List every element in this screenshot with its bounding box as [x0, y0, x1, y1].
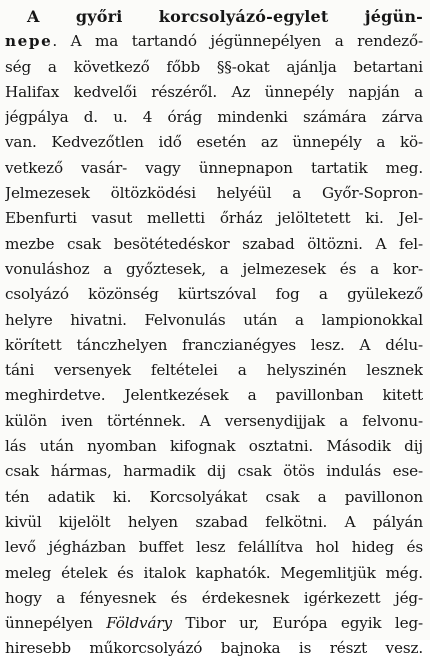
article-line-11: csolyázó közönség kürtszóval fog a gyülekező — [5, 285, 423, 304]
article-text: . A ma tartandó jégünnepélyen a rendező- — [52, 32, 423, 51]
article-line-2: ség a következő főbb §§-okat ajánlja betartani — [5, 57, 423, 76]
article-line-16: külön iven történnek. A versenydijjak a felvonu- — [5, 411, 423, 430]
article-line-15: meghirdetve. Jelentkezések a pavillonban kitett — [5, 386, 423, 405]
article-line-22: meleg ételek és italok kaphatók. Megemlitjük még. — [5, 563, 423, 582]
article-line-20: kivül kijelölt helyen szabad felkötni. A pályán — [5, 512, 423, 531]
article-line-10: vonuláshoz a győztesek, a jelmezesek és a kor- — [5, 259, 423, 278]
article-line-6: vetkező vasár- vagy ünnepnapon tartatik meg. — [5, 158, 423, 177]
article-line-12: helyre hivatni. Felvonulás után a lampionokkal — [5, 310, 423, 329]
person-name: Földváry — [106, 614, 172, 633]
article-line-17: lás után nyomban kifognak osztatni. Második dij — [5, 437, 423, 456]
news-article — [5, 4, 423, 662]
article-line-3: Halifax kedvelői részéről. Az ünnepély napján a — [5, 82, 423, 101]
article-line-24: ünnepélyen Földváry Tibor ur, Európa egyik leg- — [5, 614, 423, 633]
article-line-13: körített tánczhelyen franczianégyes lesz. A délu- — [5, 335, 423, 354]
article-headline: A győri korcsolyázó-egylet jégün- — [27, 7, 423, 26]
article-headline-continuation: nepe — [5, 32, 53, 51]
article-line-1 — [5, 29, 423, 54]
article-line-9: mezbe csak besötétedéskor szabad öltözni. A fel- — [5, 234, 423, 253]
article-line-23: hogy a fényesnek és érdekesnek igérkezett jég- — [5, 588, 423, 607]
article-line-25: hiresebb műkorcsolyázó bajnoka is részt vesz. — [5, 639, 423, 658]
article-line-21: levő jégházban buffet lesz felállítva hol hideg és — [5, 538, 423, 557]
article-line-8: Ebenfurti vasut melletti őrház jelöltetett ki. Jel- — [5, 209, 423, 228]
article-headline-line — [5, 4, 423, 29]
article-line-14: táni versenyek feltételei a helyszinén lesznek — [5, 361, 423, 380]
article-line-4: jégpálya d. u. 4 órág mindenki számára zárva — [5, 108, 423, 127]
article-line-7: Jelmezesek öltözködési helyéül a Győr-Sopron- — [5, 184, 423, 203]
article-line-5: van. Kedvezőtlen idő esetén az ünnepély a kö- — [5, 133, 423, 152]
article-line-18: csak hármas, harmadik dij csak ötös indulás ese- — [5, 462, 423, 481]
article-line-19: tén adatik ki. Korcsolyákat csak a pavillonon — [5, 487, 423, 506]
